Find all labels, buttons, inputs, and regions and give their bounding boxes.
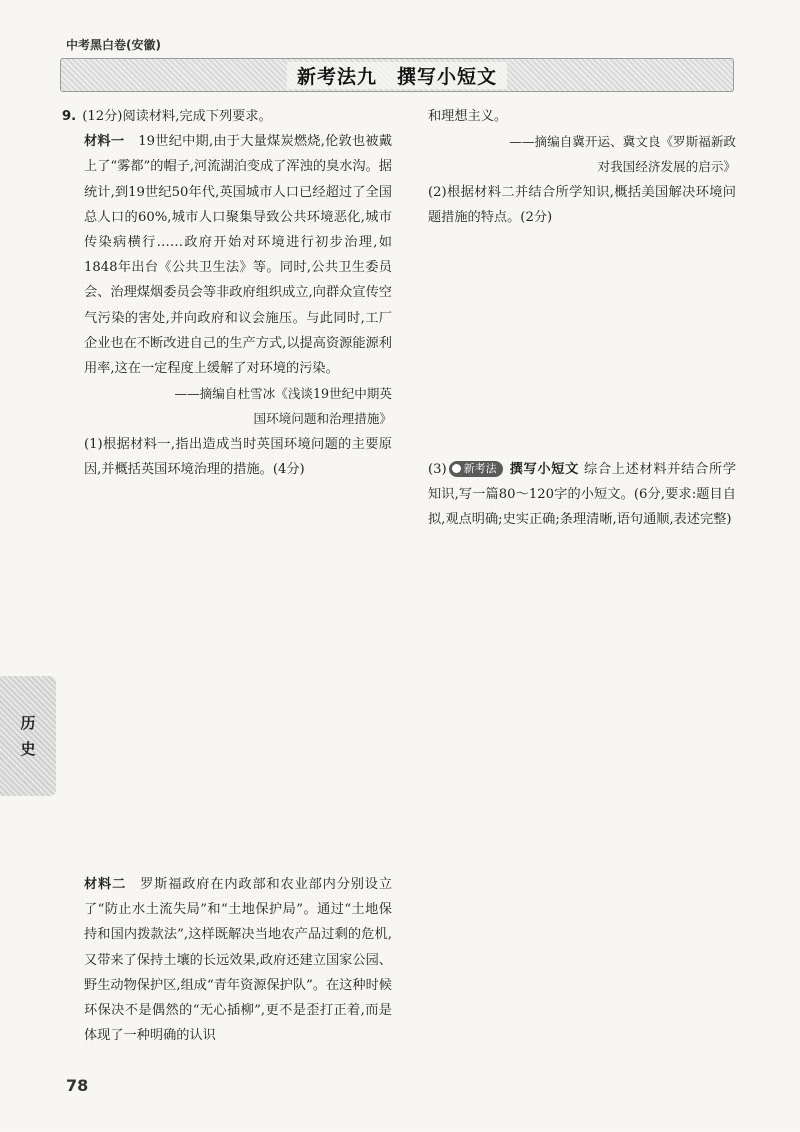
section-title: 新考法九 撰写小短文: [287, 62, 507, 89]
sub-question-3-title: 撰写小短文: [509, 462, 580, 478]
material-two-source-line2: 对我国经济发展的启示》: [597, 159, 736, 175]
book-title: 中考黑白卷(安徽): [66, 38, 161, 52]
sub-question-3-text: 综合上述材料并结合所学知识,写一篇80～120字的小短文。(6分,要求:题目自拟,观点明确;史实正确;条理清晰,语句通顺,表述完整): [428, 462, 737, 528]
badge-dot-icon: [452, 464, 461, 473]
answer-space-2: [428, 230, 736, 457]
sub-question-3: [428, 457, 736, 533]
material-two-label: 材料二: [84, 877, 127, 892]
subject-side-tab: [0, 676, 56, 796]
left-column: [62, 104, 392, 482]
side-tab-char-1: 历: [20, 714, 36, 732]
page-number: 78: [66, 1076, 89, 1095]
material-two-source-line1: ——摘编自冀开运、冀文良《罗斯福新政: [509, 134, 736, 150]
material-one-label: 材料一: [84, 134, 125, 150]
question-intro-text: (12分)阅读材料,完成下列要求。: [82, 109, 272, 124]
right-column: [428, 104, 736, 533]
sub-question-1: (1)根据材料一,指出造成当时英国环境问题的主要原因,并概括英国环境治理的措施。(4分): [84, 436, 392, 477]
sub-question-2: (2)根据材料二并结合所学知识,概括美国解决环境问题措施的特点。(2分): [428, 184, 736, 225]
question-number: 9.: [62, 109, 77, 124]
material-two-text: 罗斯福政府在内政部和农业部内分别设立了“防止水土流失局”和“土地保护局”。通过“土地保持和国内拨款法”,这样既解决当地农产品过剩的危机,又带来了保持土壤的长远效果,政府还建立国家公园、野生动物保护区,组成“青年资源保护队”。在这种时候环保决不是偶然的“无心插柳”,更不是歪打正着,而是体现了一种明确的认识: [84, 877, 393, 1044]
material-one-text: 19世纪中期,由于大量煤炭燃烧,伦敦也被戴上了“雾都”的帽子,河流湖泊变成了浑浊的臭水沟。据统计,到19世纪50年代,英国城市人口已经超过了全国总人口的60%,城市人口聚集导致公共环境恶化,城市传染病横行……政府开始对环境进行初步治理,如1848年出台《公共卫生法》等。同时,公共卫生委员会、治理煤烟委员会等非政府组织成立,向群众宣传空气污染的害处,并向政府和议会施压。与此同时,工厂企业也在不断改进自己的生产方式,以提高资源能源利用率,这在一定程度上缓解了对环境的污染。: [84, 134, 393, 377]
question-intro: [62, 104, 392, 129]
side-tab-char-2: 史: [20, 740, 36, 758]
new-method-badge: [449, 461, 503, 477]
badge-text: 新考法: [463, 462, 497, 476]
material-one: [62, 129, 392, 381]
material-one-source-line1: ——摘编自杜雪冰《浅谈19世纪中期英: [174, 386, 392, 402]
section-banner: [60, 58, 734, 92]
material-two-continuation: 和理想主义。: [428, 109, 508, 124]
sub-question-3-prefix: (3): [428, 462, 447, 478]
material-two: [84, 872, 392, 1048]
material-one-source-line2: 国环境问题和治理措施》: [253, 411, 392, 427]
